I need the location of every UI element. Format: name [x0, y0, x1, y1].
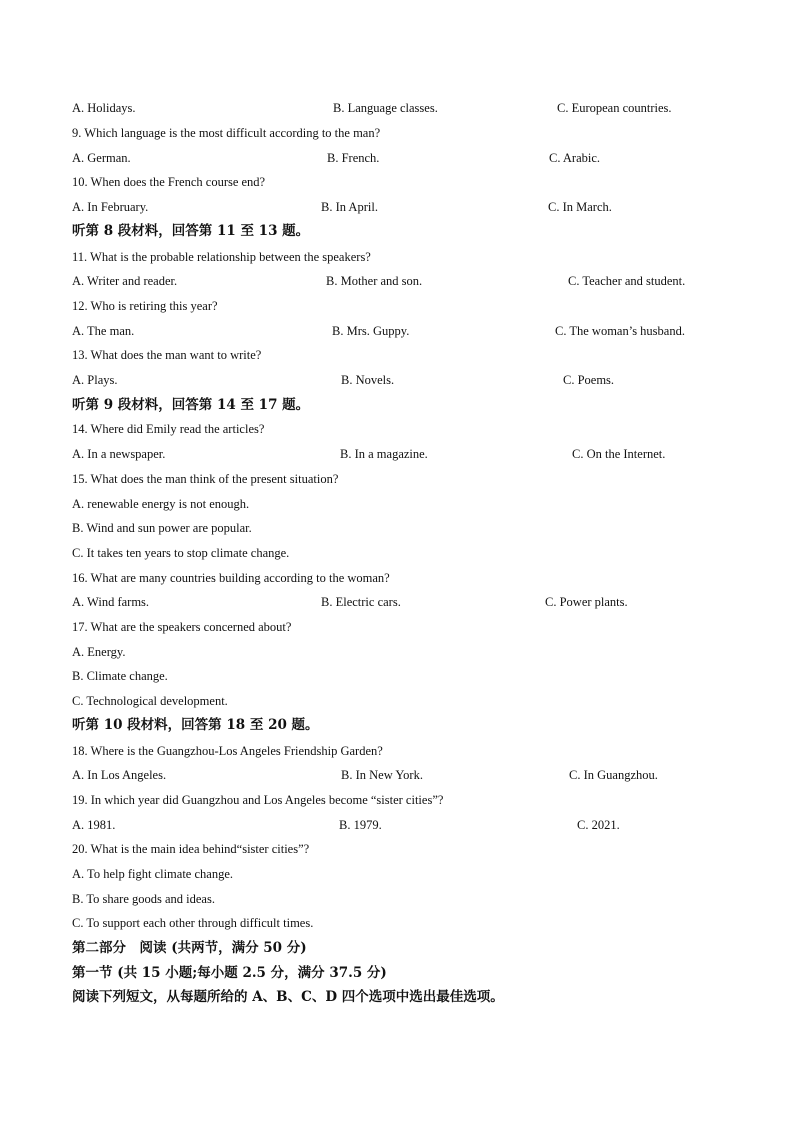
q10-option-c: C. In March.	[548, 200, 612, 214]
section-10-heading: 听第 10 段材料，回答第 18 至 20 题。	[72, 717, 319, 733]
q12-question: 12. Who is retiring this year?	[72, 299, 218, 313]
q17-option-b: B. Climate change.	[72, 669, 168, 683]
q12-option-a: A. The man.	[72, 324, 135, 338]
part-2-heading: 第二部分 阅读 (共两节，满分 50 分)	[72, 940, 307, 956]
q15-option-b: B. Wind and sun power are popular.	[72, 521, 252, 535]
q16-option-b: B. Electric cars.	[321, 595, 401, 609]
q13-option-b: B. Novels.	[341, 373, 395, 387]
q9-option-b: B. French.	[327, 151, 380, 165]
q11-option-b: B. Mother and son.	[326, 274, 423, 288]
q9-option-c: C. Arabic.	[549, 151, 601, 165]
q17-option-a: A. Energy.	[72, 645, 126, 659]
q8-option-b: B. Language classes.	[333, 101, 438, 115]
q18-option-a: A. In Los Angeles.	[72, 768, 167, 782]
q19-option-b: B. 1979.	[339, 818, 382, 832]
q10-option-a: A. In February.	[72, 200, 149, 214]
q14-option-b: B. In a magazine.	[340, 447, 428, 461]
q19-question: 19. In which year did Guangzhou and Los Angeles become “sister cities”?	[72, 793, 444, 807]
q20-question: 20. What is the main idea behind“sister cities”?	[72, 842, 310, 856]
q10-option-b: B. In April.	[321, 200, 378, 214]
q16-question: 16. What are many countries building according to the woman?	[72, 571, 390, 585]
q14-question: 14. Where did Emily read the articles?	[72, 422, 265, 436]
q9-question: 9. Which language is the most difficult according to the man?	[72, 126, 381, 140]
q10-question: 10. When does the French course end?	[72, 175, 266, 189]
q14-option-c: C. On the Internet.	[572, 447, 666, 461]
section-9-heading: 听第 9 段材料，回答第 14 至 17 题。	[72, 397, 310, 413]
q8-option-a: A. Holidays.	[72, 101, 136, 115]
q12-option-c: C. The woman’s husband.	[555, 324, 685, 338]
q20-option-c: C. To support each other through difficult times.	[72, 916, 314, 930]
q17-question: 17. What are the speakers concerned about?	[72, 620, 292, 634]
q13-option-a: A. Plays.	[72, 373, 118, 387]
q13-question: 13. What does the man want to write?	[72, 348, 262, 362]
q17-option-c: C. Technological development.	[72, 694, 228, 708]
q11-option-c: C. Teacher and student.	[568, 274, 686, 288]
q20-option-b: B. To share goods and ideas.	[72, 892, 215, 906]
q8-option-c: C. European countries.	[557, 101, 672, 115]
q12-option-b: B. Mrs. Guppy.	[332, 324, 410, 338]
q9-option-a: A. German.	[72, 151, 131, 165]
q13-option-c: C. Poems.	[563, 373, 615, 387]
q16-option-c: C. Power plants.	[545, 595, 628, 609]
q11-question: 11. What is the probable relationship between the speakers?	[72, 250, 371, 264]
q20-option-a: A. To help fight climate change.	[72, 867, 233, 881]
q11-option-a: A. Writer and reader.	[72, 274, 178, 288]
section-8-heading: 听第 8 段材料，回答第 11 至 13 题。	[72, 223, 310, 239]
q19-option-a: A. 1981.	[72, 818, 116, 832]
part-2-section-1-heading: 第一节 (共 15 小题;每小题 2.5 分，满分 37.5 分)	[72, 965, 387, 981]
q14-option-a: A. In a newspaper.	[72, 447, 166, 461]
reading-instructions: 阅读下列短文，从每题所给的 A、B、C、D 四个选项中选出最佳选项。	[72, 989, 504, 1005]
q15-question: 15. What does the man think of the present situation?	[72, 472, 339, 486]
q16-option-a: A. Wind farms.	[72, 595, 150, 609]
q15-option-c: C. It takes ten years to stop climate change.	[72, 546, 290, 560]
q18-option-b: B. In New York.	[341, 768, 423, 782]
q18-option-c: C. In Guangzhou.	[569, 768, 658, 782]
q18-question: 18. Where is the Guangzhou-Los Angeles Friendship Garden?	[72, 744, 383, 758]
q19-option-c: C. 2021.	[577, 818, 620, 832]
q15-option-a: A. renewable energy is not enough.	[72, 497, 250, 511]
